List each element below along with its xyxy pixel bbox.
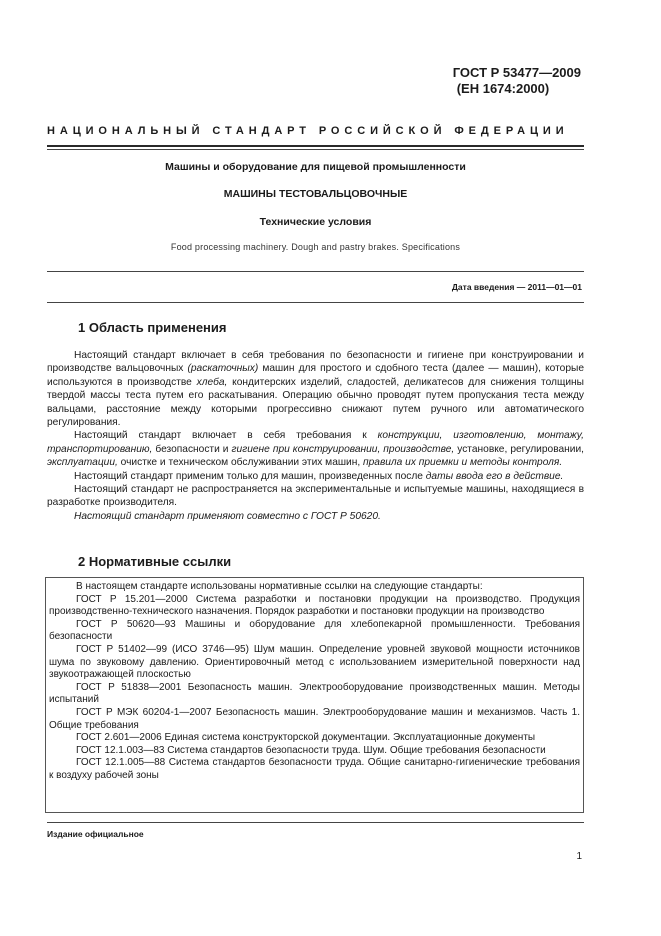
reference-item: ГОСТ 2.601—2006 Единая система конструкторской документации. Эксплуатационные документы <box>76 732 536 744</box>
introduction-date: Дата введения — 2011—01—01 <box>451 282 582 292</box>
normative-references-box <box>45 577 584 813</box>
official-edition-label: Издание официальное <box>47 829 144 839</box>
date-rule <box>47 302 584 303</box>
standard-identifier <box>453 65 581 97</box>
paragraph: Настоящий стандарт не распространяется на экспериментальные и испытуемые машины, находящиеся в разработке производителя. <box>47 484 584 509</box>
paragraph: Настоящий стандарт применяют совместно с ГОСТ Р 50620. <box>74 510 381 522</box>
specification-title: Технические условия <box>259 216 372 228</box>
paragraph: Настоящий стандарт применим только для машин, произведенных после даты ввода его в действие. <box>74 470 564 482</box>
section-2-heading: 2 Нормативные ссылки <box>78 554 232 569</box>
reference-item: ГОСТ Р 15.201—2000 Система разработки и постановки продукции на производство. Продукция производственно-технического назначения. Порядок разработки и постановки продукции на производство <box>49 593 580 618</box>
section-1-body <box>47 349 584 523</box>
english-title: Food processing machinery. Dough and pastry brakes. Specifications <box>170 242 461 252</box>
reference-item: ГОСТ Р 51838—2001 Безопасность машин. Электрооборудование производственных машин. Методы испытаний <box>49 681 580 706</box>
national-standard-banner: НАЦИОНАЛЬНЫЙ СТАНДАРТ РОССИЙСКОЙ ФЕДЕРАЦИИ <box>47 125 569 137</box>
reference-item: ГОСТ Р 51402—99 (ИСО 3746—95) Шум машин. Определение уровней звуковой мощности источников шума по звуковому давлению. Ориентировочный метод с использованием измерительной поверхности над звукоотражающей плоскостью <box>49 643 580 681</box>
paragraph: Настоящий стандарт включает в себя требования к конструкции, изготовлению, монтажу, транспортированию, безопасности и гигиене при конструировании, производстве, установке, регулировании, эксплуатации, очистке и техническом обслуживании этих машин, правила их приемки и методы контроля. <box>47 430 584 469</box>
reference-item: ГОСТ 12.1.005—88 Система стандартов безопасности труда. Общие санитарно-гигиенические требования к воздуху рабочей зоны <box>49 757 580 781</box>
reference-item: ГОСТ Р МЭК 60204-1—2007 Безопасность машин. Электрооборудование машин и механизмов. Часть 1. Общие требования <box>49 706 580 731</box>
section-1-heading: 1 Область применения <box>78 320 227 335</box>
document-subtitle: Машины и оборудование для пищевой промышленности <box>165 161 466 173</box>
document-title: МАШИНЫ ТЕСТОВАЛЬЦОВОЧНЫЕ <box>223 188 408 200</box>
title-rule <box>47 271 584 272</box>
page-number: 1 <box>576 851 582 862</box>
reference-item: ГОСТ 12.1.003—83 Система стандартов безопасности труда. Шум. Общие требования безопасности <box>76 744 546 756</box>
footer-rule <box>47 822 584 823</box>
banner-rule-thin <box>47 149 584 150</box>
paragraph: Настоящий стандарт включает в себя требования по безопасности и гигиене при конструировании и производстве вальцовочных (раскаточных) машин для простого и сдобного теста (далее — машин), которые используются в производстве хлеба, кондитерских изделий, сладостей, деликатесов для снижения толщины твердой массы теста путем его раскатывания. Операцию обычно проводят путем пропускания теста между вальцами, расстояние между которыми прогрессивно снижают путем ручного или автоматического регулирования. <box>47 350 584 429</box>
banner-rule-thick <box>47 145 584 147</box>
reference-item: ГОСТ Р 50620—93 Машины и оборудование для хлебопекарной промышленности. Требования безопасности <box>49 618 580 643</box>
reference-item: В настоящем стандарте использованы нормативные ссылки на следующие стандарты: <box>76 581 483 592</box>
en-number: (ЕН 1674:2000) <box>456 81 550 96</box>
standard-number: ГОСТ Р 53477—2009 <box>452 65 581 80</box>
